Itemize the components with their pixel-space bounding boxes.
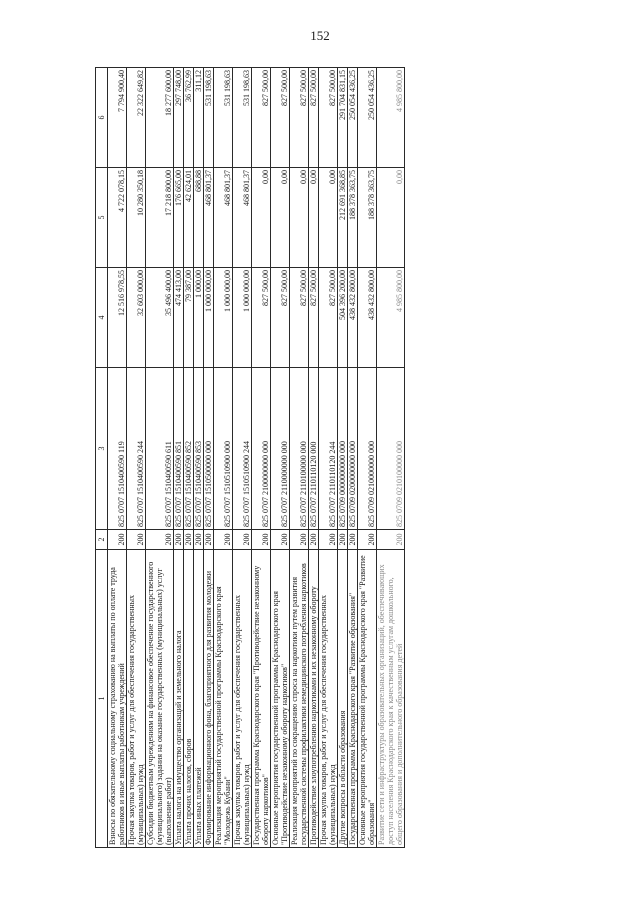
- row-executed-amount-cell: 42 624,01: [184, 168, 194, 268]
- table-row: [127, 68, 146, 848]
- row-remaining-amount-cell: 531 198,63: [204, 68, 214, 168]
- row-planned-amount-cell: 1 000 000,00: [204, 268, 214, 368]
- row-code-cell: 825 0707 1510400590 851: [174, 368, 184, 530]
- row-executed-amount-cell: 188 378 363,75: [348, 168, 358, 268]
- row-code-cell: 825 0709 0000000000 000: [338, 368, 348, 530]
- row-executed-amount-cell: 17 218 800,00: [146, 168, 174, 268]
- row-code-cell: 825 0707 1510400590 852: [184, 368, 194, 530]
- row-planned-amount-cell: 1 000,00: [194, 268, 204, 368]
- header-col-4: 4: [96, 268, 108, 368]
- row-executed-amount-cell: 4 722 078,15: [108, 168, 127, 268]
- row-planned-amount-cell: 827 500,00: [309, 268, 319, 368]
- row-code-cell: 825 0707 1510400590 611: [146, 368, 174, 530]
- row-planned-amount-cell: 1 000 000,00: [214, 268, 233, 368]
- table-row: [309, 68, 319, 848]
- row-code-cell: 825 0707 2110000000 000: [271, 368, 290, 530]
- row-kvr-cell: 200: [377, 530, 405, 550]
- row-name-cell: Прочая закупка товаров, работ и услуг для обеспечения государственных (муниципальных) нужд: [319, 550, 338, 848]
- row-name-cell: Уплата иных платежей: [194, 550, 204, 848]
- table-row: [204, 68, 214, 848]
- row-name-cell: Государственная программа Краснодарского края "Развитие образования": [348, 550, 358, 848]
- row-name-cell: Основные мероприятия государственной программы Краснодарского края "Противодействие незаконному обороту наркотиков": [271, 550, 290, 848]
- table-row: [377, 68, 405, 848]
- table-header-row: [96, 68, 108, 848]
- row-name-cell: Взносы по обязательному социальному страхованию на выплаты по оплате труда работников и иные выплаты работникам учреждений: [108, 550, 127, 848]
- row-remaining-amount-cell: 531 198,63: [233, 68, 252, 168]
- row-executed-amount-cell: 468 801,37: [204, 168, 214, 268]
- row-executed-amount-cell: 0,00: [377, 168, 405, 268]
- row-kvr-cell: 200: [108, 530, 127, 550]
- row-planned-amount-cell: 12 516 978,55: [108, 268, 127, 368]
- row-executed-amount-cell: 0,00: [319, 168, 338, 268]
- page-number: 152: [310, 28, 330, 43]
- header-col-5: 5: [96, 168, 108, 268]
- row-planned-amount-cell: 504 396 200,00: [338, 268, 348, 368]
- row-code-cell: 825 0707 1510400590 244: [127, 368, 146, 530]
- row-kvr-cell: 200: [271, 530, 290, 550]
- row-remaining-amount-cell: 4 985 800,00: [377, 68, 405, 168]
- row-remaining-amount-cell: 827 500,00: [319, 68, 338, 168]
- table-body: [108, 68, 405, 848]
- row-name-cell: Основные мероприятия государственной программы Краснодарского края "Развитие образования": [358, 550, 377, 848]
- table-row: [319, 68, 338, 848]
- table-row: [338, 68, 348, 848]
- row-planned-amount-cell: 438 432 800,00: [348, 268, 358, 368]
- row-remaining-amount-cell: 827 500,00: [271, 68, 290, 168]
- table-row: [348, 68, 358, 848]
- row-kvr-cell: 200: [233, 530, 252, 550]
- row-remaining-amount-cell: 291 704 831,15: [338, 68, 348, 168]
- row-planned-amount-cell: 827 500,00: [290, 268, 309, 368]
- header-col-6: 6: [96, 68, 108, 168]
- table-row: [290, 68, 309, 848]
- row-executed-amount-cell: 176 665,00: [174, 168, 184, 268]
- row-remaining-amount-cell: 250 054 436,25: [348, 68, 358, 168]
- row-name-cell: Другие вопросы в области образования: [338, 550, 348, 848]
- header-col-2: 2: [96, 530, 108, 550]
- table-row: [108, 68, 127, 848]
- row-kvr-cell: 200: [194, 530, 204, 550]
- row-kvr-cell: 200: [319, 530, 338, 550]
- row-executed-amount-cell: 10 280 350,18: [127, 168, 146, 268]
- row-code-cell: 825 0707 1510510900 000: [214, 368, 233, 530]
- row-remaining-amount-cell: 297 748,00: [174, 68, 184, 168]
- row-planned-amount-cell: 474 413,00: [174, 268, 184, 368]
- row-planned-amount-cell: 1 000 000,00: [233, 268, 252, 368]
- table-row: [174, 68, 184, 848]
- row-name-cell: Прочая закупка товаров, работ и услуг для обеспечения государственных (муниципальных) нужд: [233, 550, 252, 848]
- row-kvr-cell: 200: [358, 530, 377, 550]
- row-executed-amount-cell: 0,00: [271, 168, 290, 268]
- budget-table: [95, 67, 405, 848]
- row-kvr-cell: 200: [290, 530, 309, 550]
- row-remaining-amount-cell: 250 054 436,25: [358, 68, 377, 168]
- table-row: [184, 68, 194, 848]
- row-name-cell: Субсидии бюджетным учреждениям на финансовое обеспечение государственного (муниципального) задания на оказание государственных (муниципальных) услуг (выполнение работ): [146, 550, 174, 848]
- row-code-cell: 825 0707 2100000000 000: [252, 368, 271, 530]
- row-name-cell: Развитие сети и инфраструктуры образовательных организаций, обеспечивающих доступ населения Краснодарского края к качественным услугам дошкольного, общего образования и дополнительного образования детей: [377, 550, 405, 848]
- row-kvr-cell: 200: [309, 530, 319, 550]
- rotated-table-wrapper: [95, 68, 605, 848]
- table-row: [358, 68, 377, 848]
- row-executed-amount-cell: 212 691 368,85: [338, 168, 348, 268]
- row-planned-amount-cell: 4 985 800,00: [377, 268, 405, 368]
- row-executed-amount-cell: 688,88: [194, 168, 204, 268]
- row-name-cell: Реализация мероприятий по сокращению спроса на наркотики путем развития государственной системы профилактики немедицинского потребления наркотиков: [290, 550, 309, 848]
- row-code-cell: 825 0707 1510400590 119: [108, 368, 127, 530]
- row-code-cell: 825 0707 2110110120 000: [309, 368, 319, 530]
- row-executed-amount-cell: 0,00: [290, 168, 309, 268]
- row-name-cell: Противодействие злоупотреблению наркотиками и их незаконному обороту: [309, 550, 319, 848]
- row-kvr-cell: 200: [174, 530, 184, 550]
- row-executed-amount-cell: 188 378 363,75: [358, 168, 377, 268]
- row-code-cell: 825 0707 1510510900 244: [233, 368, 252, 530]
- table-row: [214, 68, 233, 848]
- row-name-cell: Прочая закупка товаров, работ и услуг для обеспечения государственных (муниципальных) нужд: [127, 550, 146, 848]
- header-col-3: 3: [96, 368, 108, 530]
- row-kvr-cell: 200: [252, 530, 271, 550]
- row-code-cell: 825 0707 2110100000 000: [290, 368, 309, 530]
- header-col-1: 1: [96, 550, 108, 848]
- row-remaining-amount-cell: 827 500,00: [290, 68, 309, 168]
- row-planned-amount-cell: 438 432 800,00: [358, 268, 377, 368]
- row-remaining-amount-cell: 36 762,99: [184, 68, 194, 168]
- table-row: [271, 68, 290, 848]
- row-remaining-amount-cell: 827 500,00: [252, 68, 271, 168]
- row-code-cell: 825 0707 1510500000 000: [204, 368, 214, 530]
- table-row: [252, 68, 271, 848]
- row-code-cell: 825 0707 1510400590 853: [194, 368, 204, 530]
- row-planned-amount-cell: 35 496 400,00: [146, 268, 174, 368]
- row-kvr-cell: 200: [204, 530, 214, 550]
- row-planned-amount-cell: 827 500,00: [319, 268, 338, 368]
- row-name-cell: Уплата прочих налогов, сборов: [184, 550, 194, 848]
- row-code-cell: 825 0709 0210000000 000: [358, 368, 377, 530]
- row-remaining-amount-cell: 18 277 600,00: [146, 68, 174, 168]
- row-name-cell: Формирование информационного фона, благоприятного для развития молодежи: [204, 550, 214, 848]
- row-executed-amount-cell: 468 801,37: [214, 168, 233, 268]
- row-name-cell: Реализация мероприятий государственной программы Краснодарского края "Молодежь Кубани": [214, 550, 233, 848]
- row-planned-amount-cell: 32 603 000,00: [127, 268, 146, 368]
- row-executed-amount-cell: 0,00: [309, 168, 319, 268]
- table-row: [146, 68, 174, 848]
- row-kvr-cell: 200: [146, 530, 174, 550]
- row-remaining-amount-cell: 311,12: [194, 68, 204, 168]
- row-remaining-amount-cell: 827 500,00: [309, 68, 319, 168]
- row-remaining-amount-cell: 22 322 649,82: [127, 68, 146, 168]
- table-row: [194, 68, 204, 848]
- row-planned-amount-cell: 827 500,00: [252, 268, 271, 368]
- row-kvr-cell: 200: [214, 530, 233, 550]
- row-remaining-amount-cell: 7 794 900,40: [108, 68, 127, 168]
- row-remaining-amount-cell: 531 198,63: [214, 68, 233, 168]
- row-executed-amount-cell: 0,00: [252, 168, 271, 268]
- row-name-cell: Уплата налога на имущество организаций и земельного налога: [174, 550, 184, 848]
- row-code-cell: 825 0709 0210100000 000: [377, 368, 405, 530]
- row-name-cell: Государственная программа Краснодарского края "Противодействие незаконному обороту наркотиков": [252, 550, 271, 848]
- row-planned-amount-cell: 827 500,00: [271, 268, 290, 368]
- row-code-cell: 825 0709 0200000000 000: [348, 368, 358, 530]
- row-planned-amount-cell: 79 387,00: [184, 268, 194, 368]
- row-kvr-cell: 200: [348, 530, 358, 550]
- row-kvr-cell: 200: [127, 530, 146, 550]
- row-executed-amount-cell: 468 801,37: [233, 168, 252, 268]
- row-kvr-cell: 200: [338, 530, 348, 550]
- row-kvr-cell: 200: [184, 530, 194, 550]
- table-row: [233, 68, 252, 848]
- row-code-cell: 825 0707 2110110120 244: [319, 368, 338, 530]
